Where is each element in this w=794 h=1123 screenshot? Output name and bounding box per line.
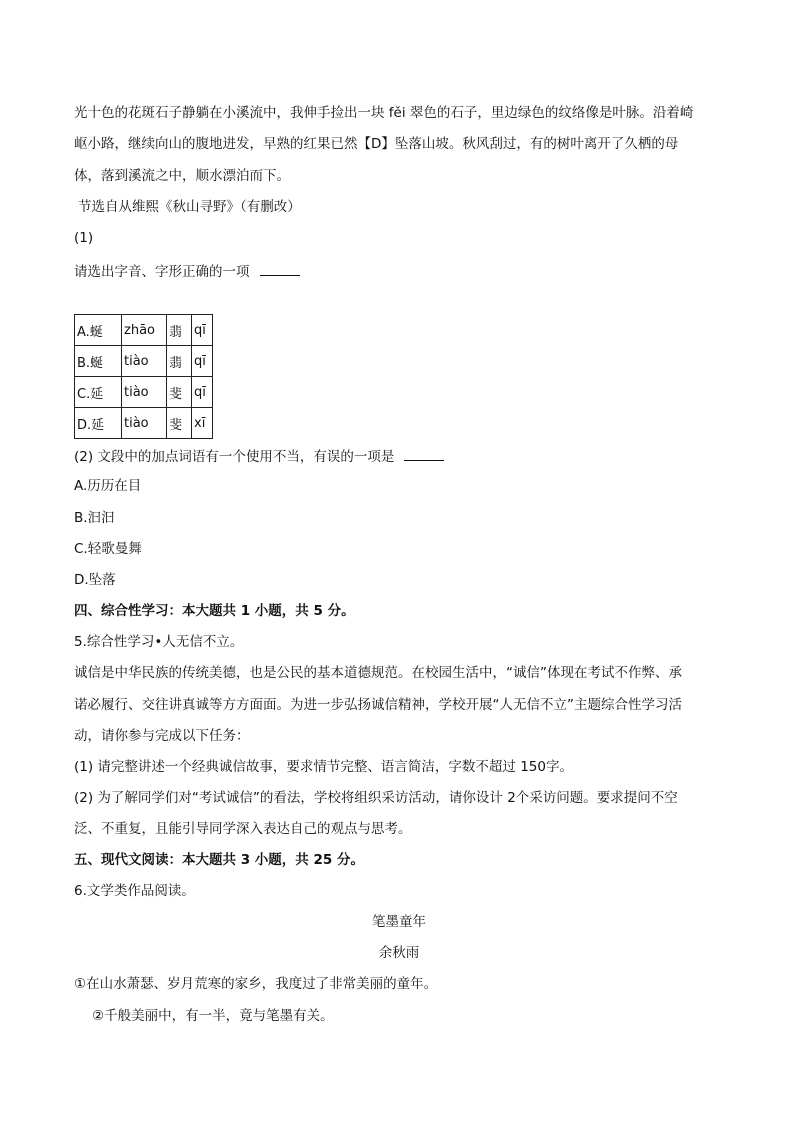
option-b-char2: 翡 bbox=[167, 346, 192, 377]
option-a-pinyin2: qī bbox=[192, 315, 213, 346]
option-row-d bbox=[75, 408, 213, 439]
q2-choice-a: A.历历在目 bbox=[74, 478, 142, 494]
q2-choice-d: D.坠落 bbox=[74, 572, 116, 588]
option-row-b bbox=[75, 346, 213, 377]
option-row-a bbox=[75, 315, 213, 346]
q2-prompt-line bbox=[74, 446, 444, 466]
section5-heading: 五、现代文阅读：本大题共 3 小题，共 25 分。 bbox=[74, 852, 364, 868]
article-title: 笔墨童年 bbox=[372, 914, 426, 930]
q1-number: (1) bbox=[74, 230, 94, 246]
q1-prompt-line bbox=[74, 261, 300, 281]
q1-options-table bbox=[74, 314, 213, 439]
option-b-char: B.蜒 bbox=[75, 346, 122, 377]
option-b-pinyin: tiào bbox=[122, 346, 167, 377]
section4-heading: 四、综合性学习：本大题共 1 小题，共 5 分。 bbox=[74, 603, 355, 619]
article-paragraph-1: ①在山水萧瑟、岁月荒寒的家乡，我度过了非常美丽的童年。 bbox=[74, 976, 438, 992]
q6-title: 6.文学类作品阅读。 bbox=[74, 883, 195, 899]
q5-intro-line-2: 诺必履行、交往讲真诚等方方面面。为进一步弘扬诚信精神，学校开展“人无信不立”主题综合性学习活 bbox=[74, 697, 682, 713]
option-d-pinyin2: xī bbox=[192, 408, 213, 439]
option-c-char: C.延 bbox=[75, 377, 122, 408]
article-author: 余秋雨 bbox=[378, 945, 420, 961]
option-c-pinyin2: qī bbox=[192, 377, 213, 408]
q1-prompt: 请选出字音、字形正确的一项 bbox=[74, 264, 250, 280]
q2-answer-blank bbox=[404, 446, 444, 461]
option-c-pinyin: tiào bbox=[122, 377, 167, 408]
q5-task-2-line-1: (2) 为了解同学们对“考试诚信”的看法，学校将组织采访活动，请你设计 2个采访问题。要求提问不空 bbox=[74, 790, 678, 806]
q1-answer-blank bbox=[260, 261, 300, 276]
q5-intro-line-3: 动，请你参与完成以下任务： bbox=[74, 728, 250, 744]
q2-choice-c: C.轻歌曼舞 bbox=[74, 541, 142, 557]
option-row-c bbox=[75, 377, 213, 408]
option-a-char: A.蜒 bbox=[75, 315, 122, 346]
passage-line-3: 体，落到溪流之中，顺水漂泊而下。 bbox=[74, 168, 290, 184]
q5-intro-line-1: 诚信是中华民族的传统美德，也是公民的基本道德规范。在校园生活中，“诚信”体现在考试不作弊、承 bbox=[74, 665, 682, 681]
q5-title: 5.综合性学习•人无信不立。 bbox=[74, 634, 244, 650]
option-b-pinyin2: qī bbox=[192, 346, 213, 377]
q2-choice-b: B.汩汩 bbox=[74, 510, 115, 526]
option-a-pinyin: zhāo bbox=[122, 315, 167, 346]
article-paragraph-2: ②千般美丽中，有一半，竟与笔墨有关。 bbox=[92, 1008, 334, 1024]
option-c-char2: 斐 bbox=[167, 377, 192, 408]
option-d-char2: 斐 bbox=[167, 408, 192, 439]
option-d-pinyin: tiào bbox=[122, 408, 167, 439]
passage-source: 节选自从维熙《秋山寻野》（有删改） bbox=[78, 199, 301, 215]
passage-line-2: 岖小路，继续向山的腹地进发，早熟的红果已然【D】坠落山坡。秋风刮过，有的树叶离开了久栖的母 bbox=[74, 136, 679, 152]
option-a-char2: 翡 bbox=[167, 315, 192, 346]
option-d-char: D.延 bbox=[75, 408, 122, 439]
q5-task-1: (1) 请完整讲述一个经典诚信故事，要求情节完整、语言简洁，字数不超过 150字。 bbox=[74, 759, 573, 775]
passage-line-1: 光十色的花斑石子静躺在小溪流中，我伸手捡出一块 fěi 翠色的石子，里边绿色的纹络像是叶脉。沿着崎 bbox=[74, 105, 694, 121]
q5-task-2-line-2: 泛、不重复，且能引导同学深入表达自己的观点与思考。 bbox=[74, 821, 412, 837]
q2-prompt: (2) 文段中的加点词语有一个使用不当，有误的一项是 bbox=[74, 449, 395, 465]
